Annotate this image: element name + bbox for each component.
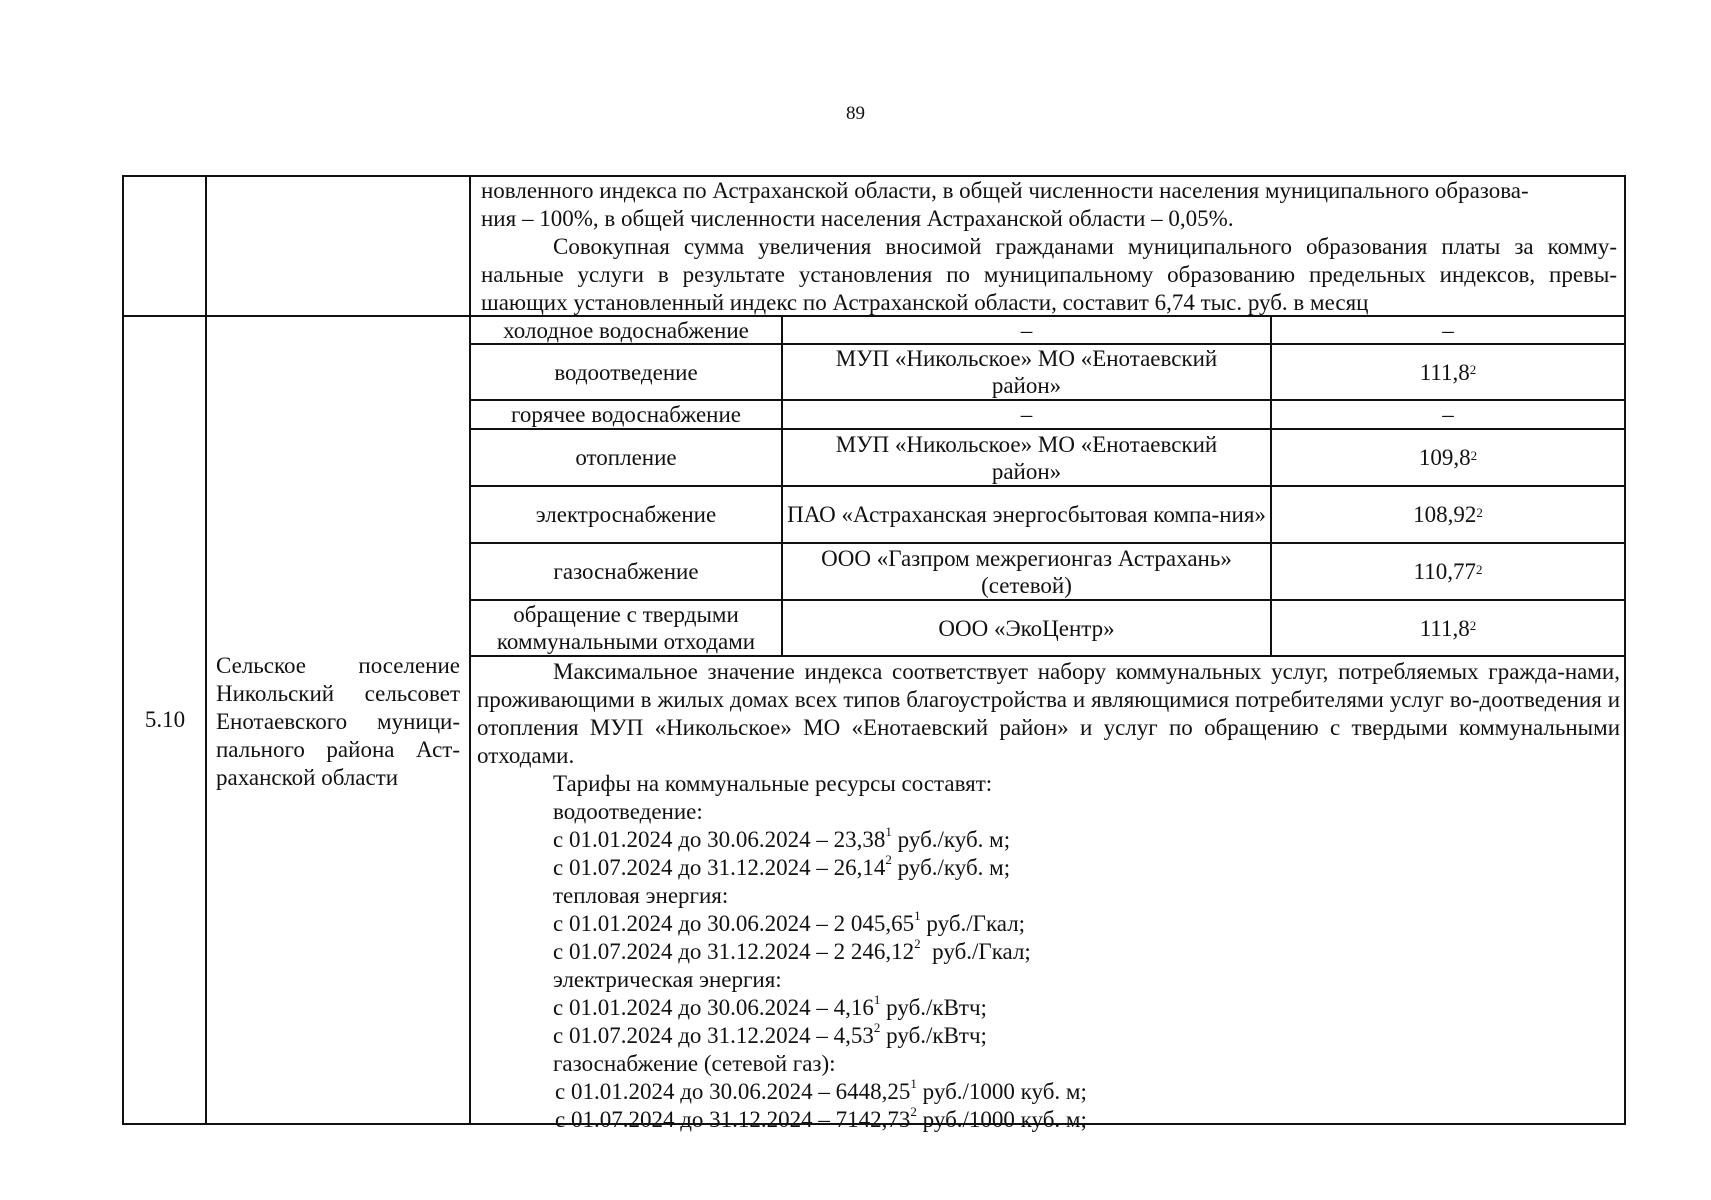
service-provider: МУП «Никольское» МО «Енотаевский район» xyxy=(835,346,1218,398)
service-index: – xyxy=(1442,402,1454,427)
service-name: газоснабжение xyxy=(553,559,699,584)
top-row-line-2: ния – 100%, в общей численности населения Астраханской области – 0,05%. xyxy=(481,206,1234,231)
service-provider: МУП «Никольское» МО «Енотаевский район» xyxy=(835,431,1218,484)
service-index: 109,8 $^2$ xyxy=(1418,445,1478,470)
service-row-divider xyxy=(469,655,1626,657)
service-name: водоотведение xyxy=(554,359,698,385)
tariff-category: газоснабжение (сетевой газ): xyxy=(553,1051,836,1076)
settlement-name: Сельское поселение Никольский сельсовет Енотаевского муници-пального района Аст-раханской области xyxy=(216,653,460,790)
service-index: 110,77 $^2$ xyxy=(1413,559,1483,584)
service-index: 108,92 $^2$ xyxy=(1413,502,1483,527)
service-provider: – xyxy=(1020,317,1033,343)
tariff-line: с 01.07.2024 до 31.12.2024 – 4,53$^2$ руб./кВтч; xyxy=(553,1020,987,1048)
column-divider xyxy=(205,175,207,1125)
top-row-paragraph: Совокупная сумма увеличения вносимой гражданами муниципального образования платы за комму-нальные услуги в результате установления по муниципальному образованию предельных индексов, превы-шающих установленный индекс по Астраханской области, составит 6,74 тыс. руб. в месяц xyxy=(481,234,1617,315)
tariff-line: с 01.01.2024 до 30.06.2024 – 23,38$^1$ руб./куб. м; xyxy=(553,824,1011,852)
service-index: 111,8 $^2$ xyxy=(1419,359,1477,385)
tariff-line: с 01.07.2024 до 31.12.2024 – 7142,73$^2$ руб./1000 куб. м; xyxy=(555,1104,1087,1132)
service-name: холодное водоснабжение xyxy=(503,317,749,343)
tariffs-heading: Тарифы на коммунальные ресурсы составят: xyxy=(553,771,993,796)
page-number: 89 xyxy=(846,103,865,124)
tariff-category: тепловая энергия: xyxy=(553,883,729,908)
service-provider: – xyxy=(1020,402,1033,427)
top-row-line-1: новленного индекса по Астраханской области, в общей численности населения муниципального образова- xyxy=(481,178,1529,203)
service-provider: ООО «ЭкоЦентр» xyxy=(938,615,1115,641)
row-number: 5.10 xyxy=(144,707,186,732)
service-name: обращение с твердыми коммунальными отходами xyxy=(496,602,756,654)
service-provider: ПАО «Астраханская энергосбытовая компа-ния» xyxy=(787,502,1266,527)
max-index-paragraph: Максимальное значение индекса соответствует набору коммунальных услуг, потребляемых гражда-нами, проживающими в жилых домах всех типов благоустройства и являющимися потребителями услуг во-доотведения и отопления МУП «Никольское» МО «Енотаевский район» и услуг по обращению с твердыми коммунальными отходами. xyxy=(477,659,1620,768)
service-index: 111,8 $^2$ xyxy=(1419,615,1477,641)
service-name: горячее водоснабжение xyxy=(511,402,741,427)
service-index: – xyxy=(1442,317,1454,343)
tariff-line: с 01.01.2024 до 30.06.2024 – 6448,25$^1$ руб./1000 куб. м; xyxy=(555,1076,1087,1104)
service-name: электроснабжение xyxy=(535,502,717,527)
tariff-line: с 01.01.2024 до 30.06.2024 – 2 045,65$^1$ руб./Гкал; xyxy=(553,908,1026,936)
tariff-line: с 01.07.2024 до 31.12.2024 – 2 246,12$^2$ руб./Гкал; xyxy=(553,936,1031,964)
tariff-line: с 01.07.2024 до 31.12.2024 – 26,14$^2$ руб./куб. м; xyxy=(553,852,1011,880)
tariff-line: с 01.01.2024 до 30.06.2024 – 4,16$^1$ руб./кВтч; xyxy=(553,992,987,1020)
service-name: отопление xyxy=(575,445,677,470)
tariff-category: водоотведение: xyxy=(553,799,703,824)
service-provider: ООО «Газпром межрегионгаз Астрахань» (сетевой) xyxy=(821,545,1232,598)
tariff-category: электрическая энергия: xyxy=(553,967,782,992)
